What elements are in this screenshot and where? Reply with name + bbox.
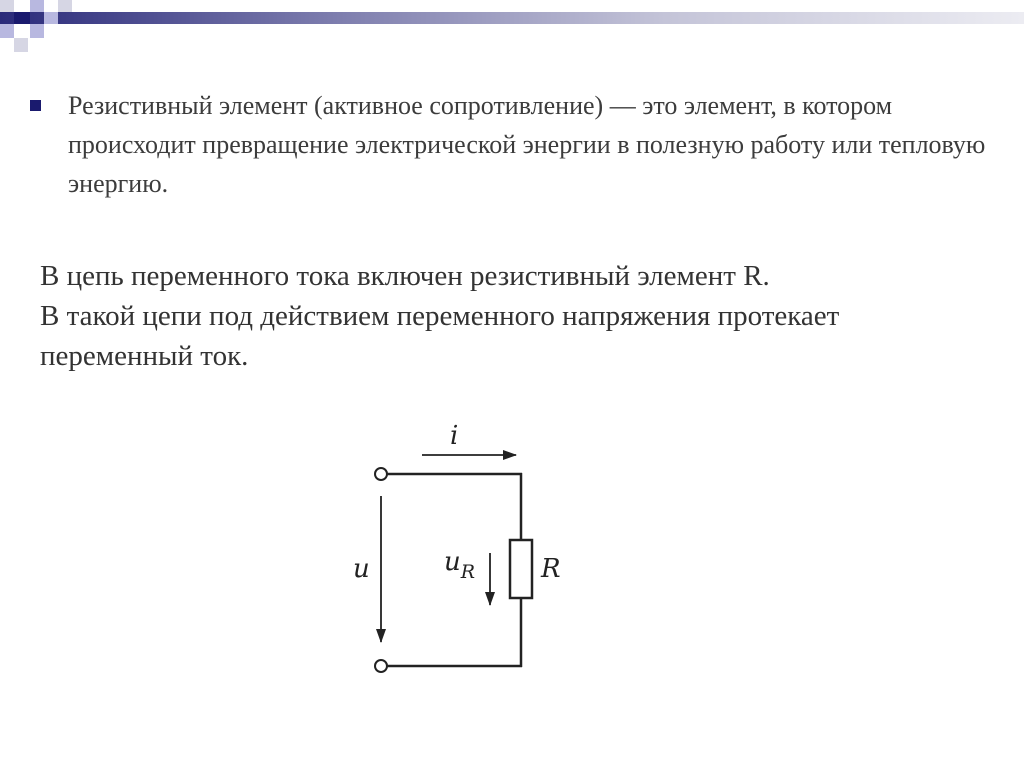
description-paragraph [40,256,1000,376]
header-square-decoration [14,38,28,52]
description-line: В цепь переменного тока включен резистивный элемент R. [40,260,770,292]
definition-bullet [30,86,990,203]
circuit-diagram [330,410,590,690]
resistor-voltage-label [444,547,475,583]
bullet-square-icon [30,100,41,111]
header-square-decoration [30,0,44,12]
current-label: i [450,421,459,451]
description-line: В такой цепи под действием переменного напряжения протекает [40,300,840,332]
definition-text: Резистивный элемент (активное сопротивление) — это элемент, в котором происходит превращение электрической энергии в полезную работу или тепловую энергию. [68,91,986,198]
voltage-label: u [353,554,370,584]
header-square-decoration [30,24,44,38]
resistor-voltage-symbol: u [444,547,461,577]
bottom-terminal [375,660,387,672]
description-line: переменный ток. [40,340,249,372]
resistor [510,540,532,598]
header-square-decoration [0,24,14,38]
top-terminal [375,468,387,480]
header-square-decoration [44,12,58,24]
header-square-decoration [58,0,72,12]
header-square-decoration [0,0,14,12]
header-gradient-bar [0,12,1024,24]
resistor-voltage-subscript: R [460,561,476,583]
header-square-decoration [14,12,30,24]
resistor-label: R [541,554,561,584]
